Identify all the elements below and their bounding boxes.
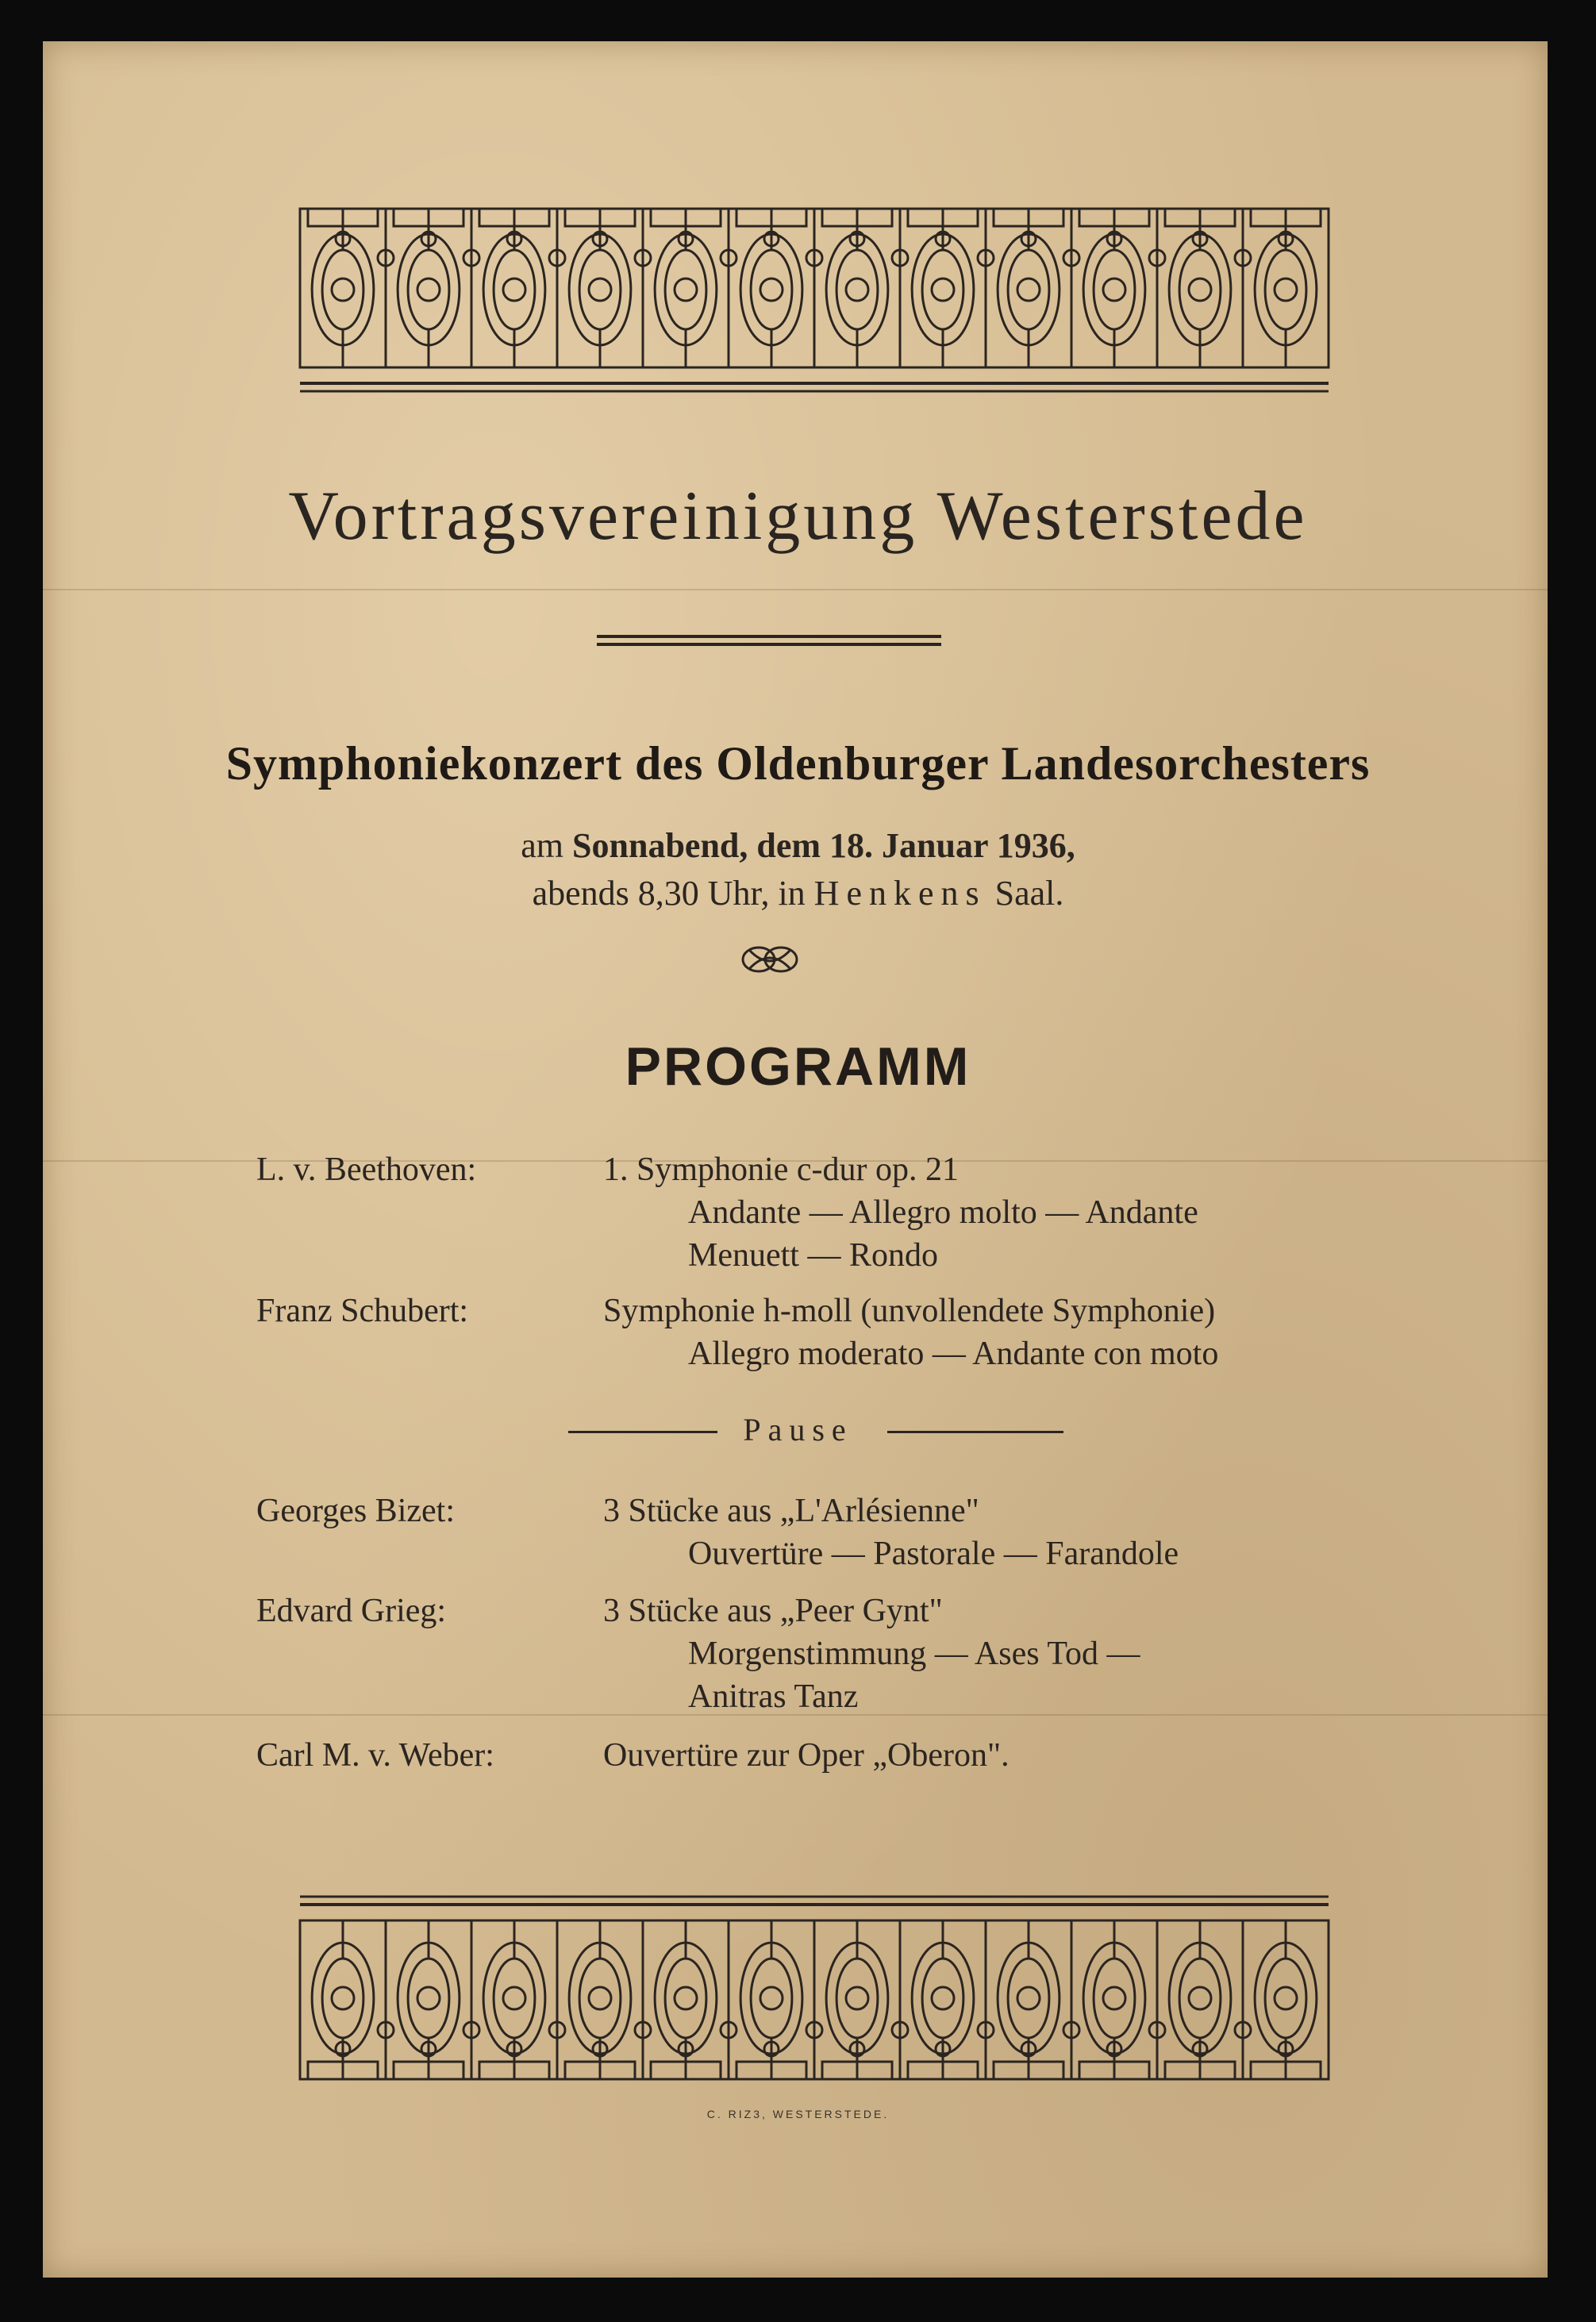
program-movements: Allegro moderato — Andante con moto [688, 1336, 1219, 1372]
program-movements: Andante — Allegro molto — Andante [688, 1194, 1198, 1231]
concert-time-venue [0, 873, 1596, 913]
program-composer: Carl M. v. Weber: [256, 1737, 494, 1774]
bottom-ornamental-border [298, 1887, 1330, 2086]
program-composer: Edvard Grieg: [256, 1593, 447, 1629]
fold-line [43, 589, 1548, 590]
double-rule-divider [597, 635, 941, 646]
program-composer: Franz Schubert: [256, 1293, 469, 1329]
venue-suffix: Saal. [994, 874, 1064, 913]
program-movements: Menuett — Rondo [688, 1237, 938, 1274]
program-heading: PROGRAMM [625, 1036, 971, 1097]
pause-rule-right [887, 1431, 1063, 1433]
program-work-title: Ouvertüre zur Oper „Oberon". [603, 1737, 1010, 1774]
program-work-title: 1. Symphonie c-dur op. 21 [603, 1151, 959, 1188]
program-movements: Morgenstimmung — Ases Tod — [688, 1636, 1140, 1672]
program-movements: Anitras Tanz [688, 1678, 859, 1715]
program-work-title: 3 Stücke aus „Peer Gynt" [603, 1593, 943, 1629]
date-text: Sonnabend, dem 18. Januar 1936, [572, 826, 1075, 865]
program-movements: Ouvertüre — Pastorale — Farandole [688, 1536, 1179, 1572]
program-work-title: Symphonie h-moll (unvollendete Symphonie) [603, 1293, 1216, 1329]
venue-name: Henkens [813, 874, 986, 913]
date-prefix: am [521, 826, 564, 865]
program-composer: Georges Bizet: [256, 1493, 455, 1529]
concert-subtitle: Symphoniekonzert des Oldenburger Landesorchesters [225, 737, 1371, 790]
pause-label: Pause [743, 1412, 853, 1447]
program-work-title: 3 Stücke aus „L'Arlésienne" [603, 1493, 979, 1529]
printer-imprint: C. RIZ3, WESTERSTEDE. [706, 2108, 890, 2120]
program-composer: L. v. Beethoven: [256, 1151, 477, 1188]
top-ornamental-border [298, 202, 1330, 401]
organization-title: Vortragsvereinigung Westerstede [288, 478, 1308, 555]
knot-ornament-icon [738, 940, 802, 978]
concert-date [0, 825, 1596, 866]
time-text: abends 8,30 Uhr, in [532, 874, 806, 913]
